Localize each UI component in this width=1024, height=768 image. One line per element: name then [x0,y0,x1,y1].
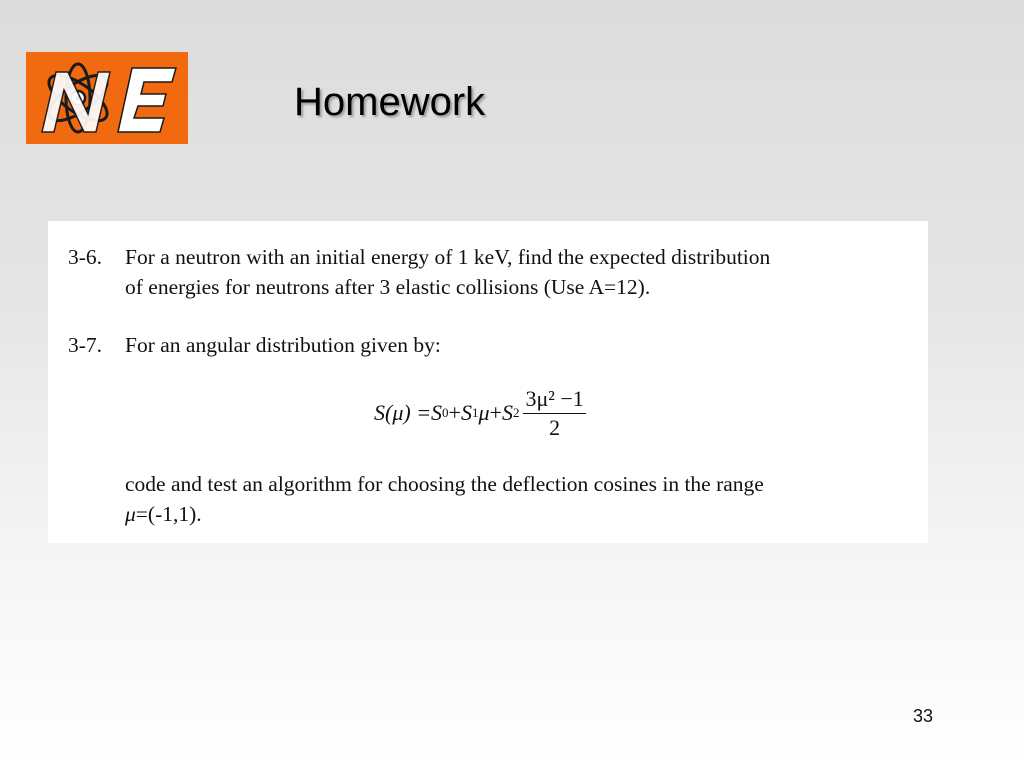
equation-term: S [431,400,443,425]
problem-text-line [125,499,925,529]
atom-logo-icon [26,52,188,144]
fraction [523,385,585,442]
problem-text-line: For an angular distribution given by: [125,333,441,357]
subscript: 2 [512,405,520,420]
mu-symbol: μ [478,400,490,425]
subscript: 0 [442,405,449,420]
equation-term: S [460,400,472,425]
problem-text-line: of energies for neutrons after 3 elastic collisions (Use A=12). [125,275,651,299]
mu-symbol: μ [125,502,136,526]
range-text: =(-1,1). [135,502,202,526]
page-number: 33 [913,706,934,726]
angular-distribution-equation [374,383,586,443]
fraction-numerator: 3μ² −1 [523,385,585,414]
equation-term: S [501,400,513,425]
homework-panel [48,221,928,543]
plus-sign: + [448,400,461,425]
ne-logo [26,52,188,144]
fraction-denominator: 2 [549,414,561,440]
plus-sign: + [489,400,502,425]
equation-lhs: S(μ) = [374,400,432,425]
slide-title: Homework [294,80,486,124]
problem-number: 3-6. [68,245,103,269]
subscript: 1 [471,405,479,420]
problem-text-line: code and test an algorithm for choosing the deflection cosines in the range [125,472,764,496]
problem-text-line: For a neutron with an initial energy of 1 keV, find the expected distribution [125,245,771,269]
problem-number: 3-7. [68,333,103,357]
